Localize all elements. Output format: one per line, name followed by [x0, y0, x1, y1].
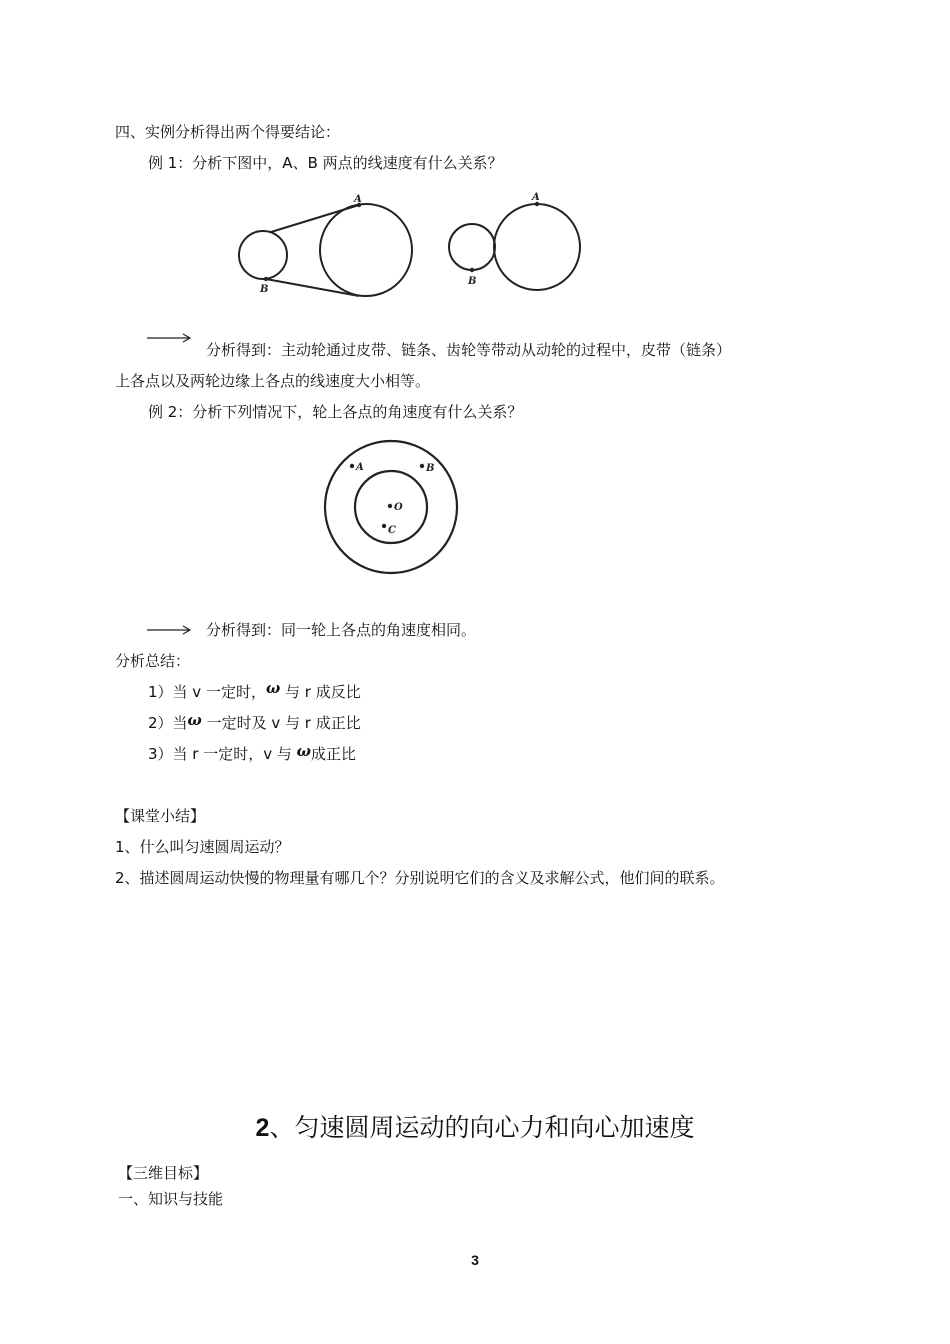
large-wheel — [320, 204, 412, 296]
point-c-dot — [382, 524, 386, 528]
contact-large-wheel — [494, 204, 580, 290]
point-o-dot — [388, 504, 392, 508]
label-b: B — [260, 284, 269, 295]
summary-heading: 分析总结： — [115, 652, 191, 670]
section-title: 2、匀速圆周运动的向心力和向心加速度 — [255, 1113, 695, 1142]
belt-top — [271, 205, 359, 232]
summary-item-2: 2）当ω 一定时及 v 与 r 成正比 — [148, 711, 361, 732]
conclusion1-line1: 分析得到：主动轮通过皮带、链条、齿轮等带动从动轮的过程中，皮带（链条） — [206, 341, 732, 359]
omega-symbol: ω — [265, 679, 281, 697]
section-heading: 四、实例分析得出两个得要结论： — [115, 123, 341, 141]
omega-symbol: ω — [187, 711, 202, 729]
arrow-icon — [147, 624, 193, 636]
page-number: 3 — [471, 1252, 479, 1268]
class-summary-heading: 【课堂小结】 — [115, 807, 206, 825]
example1-question: 例 1：分析下图中，A、B 两点的线速度有什么关系？ — [148, 154, 503, 172]
point-a-dot — [350, 464, 354, 468]
point-b-dot — [264, 277, 268, 281]
class-summary-q1: 1、什么叫匀速圆周运动？ — [115, 838, 290, 856]
conclusion1-line2: 上各点以及两轮边缘上各点的线速度大小相等。 — [115, 372, 431, 390]
class-summary-q2: 2、描述圆周运动快慢的物理量有哪几个？分别说明它们的含义及求解公式，他们间的联系。 — [115, 869, 725, 887]
label-a2: A — [532, 192, 540, 203]
label-o: O — [394, 502, 403, 513]
label-a: A — [356, 462, 364, 473]
conclusion2: 分析得到：同一轮上各点的角速度相同。 — [206, 621, 477, 639]
omega-symbol: ω — [296, 742, 311, 760]
contact-small-wheel — [449, 224, 495, 270]
label-b: B — [426, 463, 435, 474]
label-c: C — [388, 525, 396, 536]
summary-item-1: 1）当 v 一定时，ω 与 r 成反比 — [148, 679, 361, 701]
summary-item-3: 3）当 r 一定时，v 与 ω成正比 — [148, 742, 356, 763]
concentric-wheel-figure — [316, 432, 466, 582]
small-wheel — [239, 231, 287, 279]
goals-heading: 【三维目标】 — [118, 1164, 209, 1182]
point-b-dot — [420, 464, 424, 468]
belt-wheel-figure — [232, 192, 592, 302]
goals-item-1: 一、知识与技能 — [118, 1190, 224, 1208]
belt-bottom — [266, 279, 359, 296]
example2-question: 例 2：分析下列情况下，轮上各点的角速度有什么关系？ — [148, 403, 523, 421]
label-a: A — [354, 194, 362, 205]
label-b2: B — [468, 276, 477, 287]
arrow-icon — [147, 332, 193, 344]
point-b2-dot — [470, 268, 474, 272]
